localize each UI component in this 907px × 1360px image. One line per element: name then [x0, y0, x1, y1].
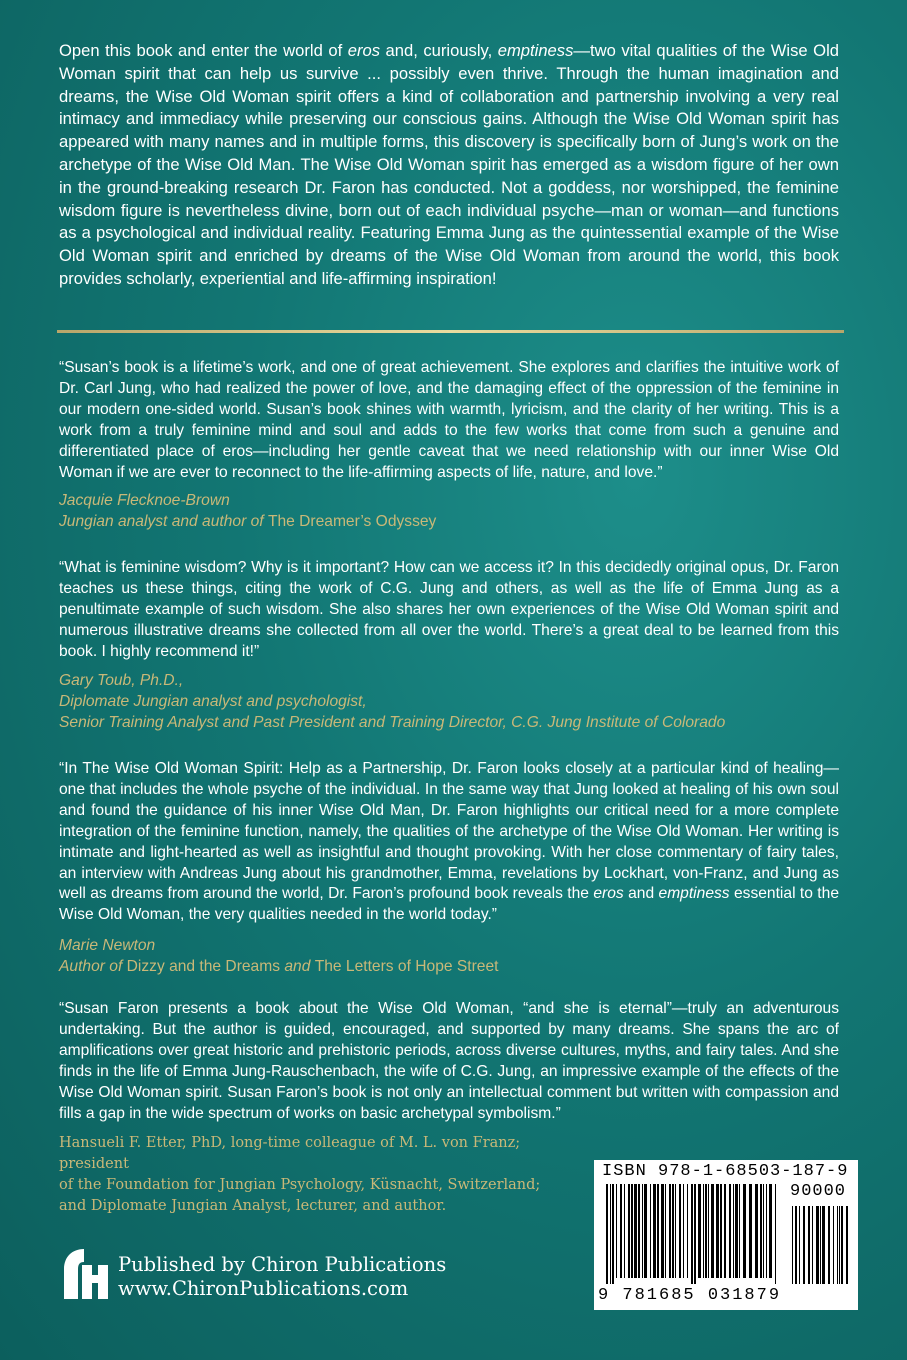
barcode-bar — [739, 1184, 740, 1278]
review-4-line-2: of the Foundation for Jungian Psychology, Küsnacht, Switzerland; — [59, 1177, 541, 1193]
review-3-text-1: “In The Wise Old Woman Spirit: Help as a Partnership, Dr. Faron looks closely at a particular kind of healing—one that includes the whole psyche of the individual. In the same way that Jung looked at healing of his own soul and found the guidance of his inner Wise Old Man, Dr. Faron highlights our critical need for a more complete integration of the feminine function, namely, the qualities of the archetype of the Wise Old Woman. Her writing is intimate and light-hearted as well as insightful and thought provoking. With her close commentary of fairy tales, an interview with Andreas Jung about his grandmother, Emma, revelations by Lockhart, von-Franz, and Jung as well as dreams from around the world, Dr. Faron’s profound book reveals the — [59, 760, 839, 903]
review-1-role: Jungian analyst and author of — [59, 513, 268, 530]
barcode-bar — [612, 1184, 614, 1284]
barcode-bar — [634, 1184, 637, 1278]
barcode-bar — [833, 1206, 834, 1284]
review-2-attribution — [59, 670, 839, 733]
barcode-bar — [694, 1184, 696, 1284]
review-4-text: “Susan Faron presents a book about the Wise Old Woman, “and she is eternal”—truly an adventurous undertaking. But the author is guided, encouraged, and supported by many dreams. She spans the arc of amplifications over great historic and prehistoric periods, across diverse cultures, myths, and fairy tales. And she finds in the life of Emma Jung-Rauschenbach, the wife of C.G. Jung, an impressive example of the effects of the Wise Old Woman spirit. Susan Faron’s book is not only an intellectual comment but written with compassion and fills a gap in the wide spectrum of works on basic archetypal symbolism.” — [59, 1000, 839, 1122]
barcode-bar — [653, 1184, 656, 1278]
review-2-name: Gary Toub, Ph.D., — [59, 672, 184, 689]
review-3-name: Marie Newton — [59, 937, 156, 954]
barcode-bar — [733, 1184, 734, 1278]
barcode-bar — [755, 1184, 758, 1278]
review-1-attribution — [59, 490, 839, 532]
blurb-eros: eros — [347, 41, 380, 60]
review-1-text: “Susan’s book is a lifetime’s work, and one of great achievement. She explores and clarifies the intuitive work of Dr. Carl Jung, who had realized the power of love, and the damaging effect of the oppression of the feminine in our modern one-sided world. Susan’s book shines with warmth, lyricism, and the clarity of her writing. This is a work from a truly feminine mind and soul and adds to the few works that come from such a genuine and differentiated place of eros—including her gentle caveat that we need relationship with our inner Wise Old Woman if we are ever to reconnect to the life-affirming aspects of life, nature, and love.” — [59, 359, 839, 481]
price-code: 90000 — [790, 1182, 847, 1201]
barcode-bar — [837, 1206, 838, 1284]
barcode-bar — [672, 1184, 674, 1278]
review-2-position: Senior Training Analyst and Past President and Training Director, C.G. Jung Institute of Colorado — [59, 714, 726, 731]
blurb-text-2: and, curiously, — [380, 41, 498, 60]
review-3-emptiness: emptiness — [658, 885, 730, 903]
barcode-bar — [631, 1184, 633, 1278]
barcode-bar — [705, 1184, 707, 1278]
barcode-bar — [841, 1206, 843, 1284]
review-3-text-2: and — [623, 885, 659, 903]
barcode-bar — [743, 1184, 746, 1278]
barcode-bar — [760, 1184, 762, 1278]
barcode-bar — [669, 1184, 671, 1278]
barcode-bar — [661, 1184, 664, 1278]
review-3-attribution — [59, 935, 839, 977]
review-4-attribution — [59, 1133, 559, 1217]
barcode-bar — [812, 1206, 813, 1284]
barcode-bar — [642, 1184, 643, 1278]
barcode-bar — [720, 1184, 722, 1278]
review-4-line-3: and Diplomate Jungian Analyst, lecturer, and author. — [59, 1198, 447, 1214]
barcode-bar — [698, 1184, 701, 1278]
review-2-title: Diplomate Jungian analyst and psychologist, — [59, 693, 367, 710]
barcode-bar — [775, 1184, 776, 1284]
barcode-bar — [803, 1206, 805, 1284]
review-3-text-3: essential to the Wise Old Woman, the very qualities needed in the world today.” — [59, 885, 839, 924]
barcode-bar — [624, 1184, 625, 1278]
review-3-eros: eros — [593, 885, 624, 903]
barcode-bar — [822, 1206, 825, 1284]
barcode-bar — [763, 1184, 764, 1278]
barcode-bar — [616, 1184, 617, 1278]
barcode-bar — [691, 1184, 693, 1284]
barcode-bar — [711, 1184, 714, 1278]
barcode-bar — [735, 1184, 738, 1278]
barcode-bar — [628, 1184, 630, 1278]
isbn-barcode — [594, 1160, 858, 1310]
gold-divider — [57, 330, 844, 333]
barcode-bar — [703, 1184, 704, 1278]
review-3-book-2: The Letters of Hope Street — [314, 958, 499, 975]
blurb-emptiness: emptiness — [497, 41, 574, 60]
barcode-bar — [683, 1184, 684, 1278]
barcode-bar — [650, 1184, 651, 1278]
barcode-bar — [816, 1206, 819, 1284]
review-3-and: and — [280, 958, 315, 975]
review-3-author-of: Author of — [59, 958, 127, 975]
review-1-name: Jacquie Flecknoe-Brown — [59, 492, 230, 509]
barcode-bar — [620, 1184, 622, 1278]
publisher-website: www.ChironPublications.com — [118, 1277, 409, 1300]
book-description — [59, 40, 839, 291]
review-2-text: “What is feminine wisdom? Why is it important? How can we access it? In this decidedly original opus, Dr. Faron teaches us these things, citing the work of C.G. Jung and others, as well as the life of Emma Jung as a penultimate example of such wisdom. She also shares her own experiences of the Wise Old Woman spirit and numerous illustrative dreams she collected from all over the world. There’s a great deal to be learned from this book. I highly recommend it!” — [59, 559, 839, 660]
review-3-book-1: Dizzy and the Dreams — [126, 958, 281, 975]
publisher-text — [118, 1253, 448, 1301]
barcode-bar — [769, 1184, 772, 1278]
barcode-bar — [792, 1206, 793, 1284]
chiron-logo-icon — [62, 1247, 108, 1301]
barcode-bar — [679, 1184, 681, 1278]
barcode-bar — [716, 1184, 719, 1278]
barcode-bar — [610, 1184, 611, 1284]
barcode-bar — [687, 1184, 688, 1278]
barcode-bar — [799, 1206, 800, 1284]
barcode-bar — [846, 1206, 848, 1284]
barcode-bar — [606, 1184, 608, 1284]
barcode-bar — [708, 1184, 709, 1278]
blurb-text-3: —two vital qualities of the Wise Old Woman spirit that can help us survive ... possibly even thrive. Through the human imagination and dreams, the Wise Old Woman spirit offers a kind of collaboration and partnership involving a very real intimacy and immediacy while preserving our conscious gains. Although the Wise Old Woman spirit has appeared with many names and in multiple forms, this discovery is specifically born of Jung’s work on the archetype of the Wise Old Man. The Wise Old Woman spirit has emerged as a wisdom figure of her own in the ground-breaking research Dr. Faron has conducted. Not a goddess, nor worshipped, the feminine wisdom figure is nevertheless divine, born out of each individual psyche—man or woman—and functions as a psychological and individual reality. Featuring Emma Jung as the quintessential example of the Wise Old Woman spirit and enriched by dreams of the Wise Old Woman from around the world, this book provides scholarly, experiential and life-affirming inspiration! — [59, 41, 839, 288]
review-4-line-1: Hansueli F. Etter, PhD, long-time colleague of M. L. von Franz; president — [59, 1135, 521, 1172]
barcode-bar — [808, 1206, 810, 1284]
barcode-bar — [665, 1184, 666, 1278]
barcode-bar — [766, 1184, 767, 1278]
barcode-bar — [820, 1206, 821, 1284]
blurb-text-1: Open this book and enter the world of — [59, 41, 348, 60]
isbn-label: ISBN 978-1-68503-187-9 — [602, 1162, 849, 1181]
barcode-bar — [638, 1184, 640, 1278]
barcode-bar — [657, 1184, 659, 1278]
barcode-bar — [839, 1206, 840, 1284]
barcode-bar — [828, 1206, 830, 1284]
review-3-text — [59, 759, 839, 926]
publisher-name: Published by Chiron Publications — [118, 1253, 447, 1276]
barcode-bar — [795, 1206, 797, 1284]
barcode-bar — [724, 1184, 726, 1278]
ean-digits: 9 781685 031879 — [598, 1286, 782, 1305]
barcode-bar — [729, 1184, 731, 1278]
barcode-bar — [675, 1184, 676, 1278]
review-1-book: The Dreamer’s Odyssey — [267, 513, 437, 530]
barcode-bar — [644, 1184, 647, 1278]
barcode-bar — [749, 1184, 752, 1278]
